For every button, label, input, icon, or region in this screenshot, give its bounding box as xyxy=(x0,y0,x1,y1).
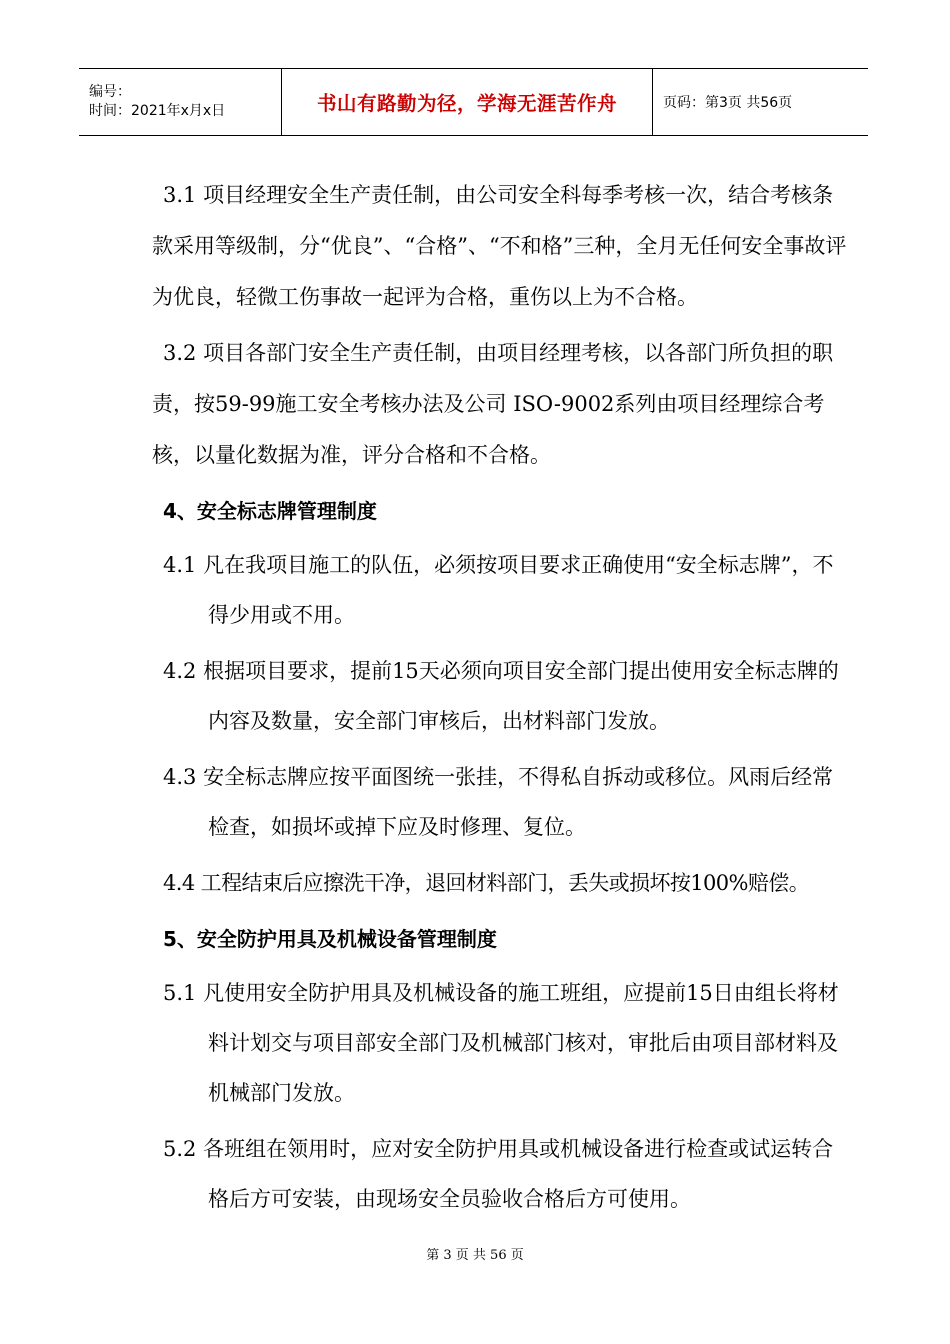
item-4-4: 4.4 工程结束后应擦洗干净，退回材料部门，丢失或损坏按100%赔偿。 xyxy=(163,871,810,895)
document-header xyxy=(79,68,868,136)
section-4-title: 4、安全标志牌管理制度 xyxy=(163,499,377,523)
number-label: 编号： xyxy=(89,84,131,100)
item-4-1: 4.1 凡在我项目施工的队伍，必须按项目要求正确使用“安全标志牌”，不得少用或不用。 xyxy=(163,553,834,627)
paragraph-3-1: 3.1 项目经理安全生产责任制，由公司安全科每季考核一次，结合考核条款采用等级制，分“优良”、“合格”、“不和格”三种，全月无任何安全事故评为优良，轻微工伤事故一起评为合格，重伤以上为不合格。 xyxy=(152,183,847,309)
header-page-cell xyxy=(653,69,868,135)
header-motto: 书山有路勤为径，学海无涯苦作舟 xyxy=(316,92,617,115)
section-5-title: 5、安全防护用具及机械设备管理制度 xyxy=(163,927,497,951)
item-5-2: 5.2 各班组在领用时，应对安全防护用具或机械设备进行检查或试运转合格后方可安装，由现场安全员验收合格后方可使用。 xyxy=(163,1137,834,1211)
time-label: 时间：2021年x月x日 xyxy=(89,103,226,119)
header-motto-cell xyxy=(282,69,653,135)
item-5-1: 5.1 凡使用安全防护用具及机械设备的施工班组，应提前15日由组长将材料计划交与项目部安全部门及机械部门核对，审批后由项目部材料及机械部门发放。 xyxy=(163,981,839,1105)
header-page-info: 页码：第3页 共56页 xyxy=(663,95,793,111)
page-footer: 第 3 页 共 56 页 xyxy=(426,1248,524,1263)
paragraph-3-2: 3.2 项目各部门安全生产责任制，由项目经理考核，以各部门所负担的职责，按59-99施工安全考核办法及公司 ISO-9002系列由项目经理综合考核，以量化数据为准，评分合格和不合格。 xyxy=(152,341,834,467)
item-4-2: 4.2 根据项目要求，提前15天必须向项目安全部门提出使用安全标志牌的内容及数量，安全部门审核后，出材料部门发放。 xyxy=(163,659,839,733)
header-meta xyxy=(79,69,282,135)
item-4-3: 4.3 安全标志牌应按平面图统一张挂，不得私自拆动或移位。风雨后经常检查，如损坏或掉下应及时修理、复位。 xyxy=(163,765,834,839)
document-body xyxy=(152,170,852,1230)
